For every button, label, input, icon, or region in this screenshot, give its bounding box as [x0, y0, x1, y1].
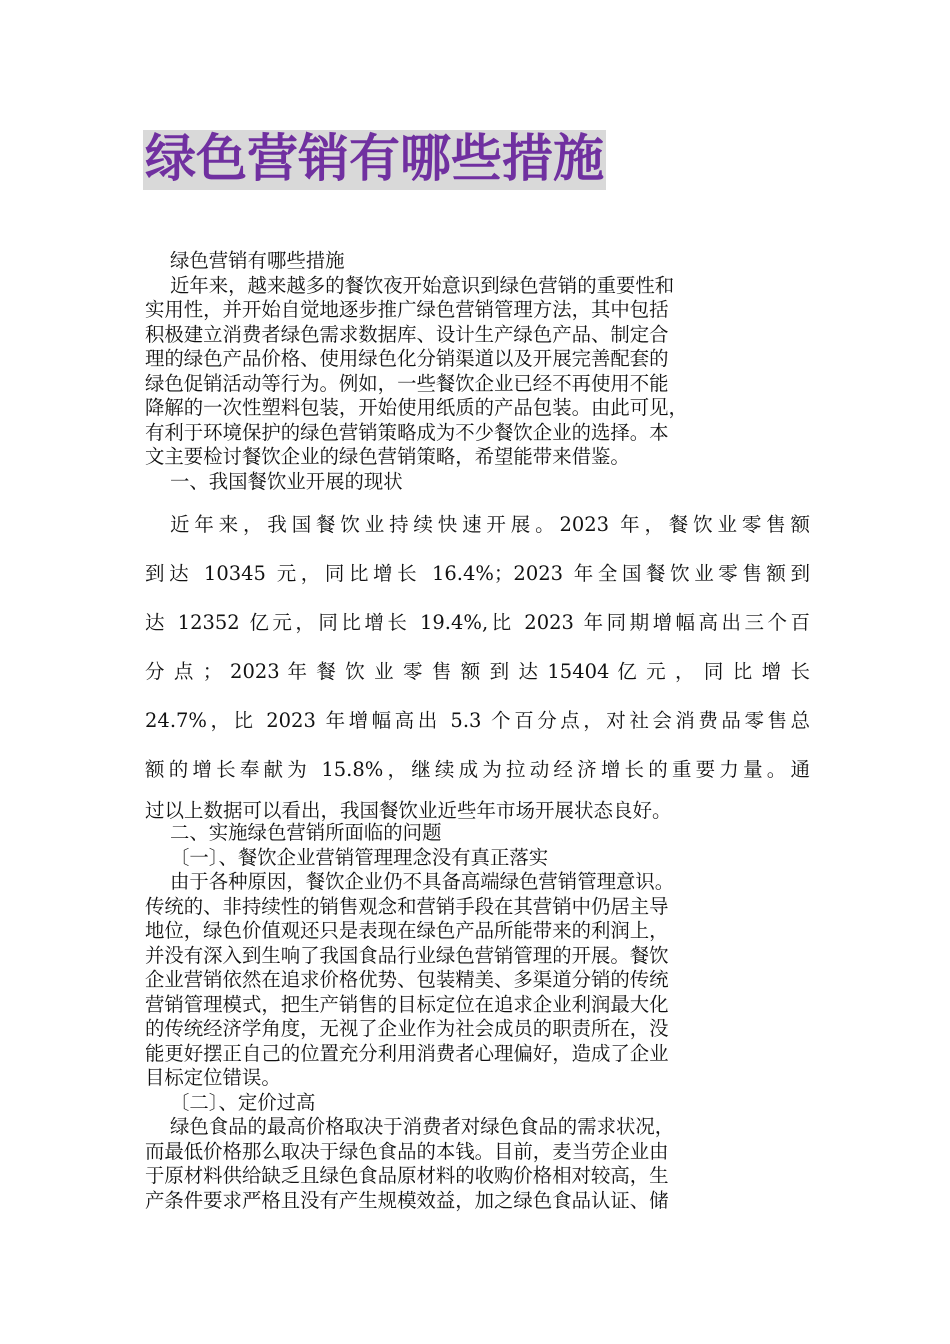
sub1-line: 目标定位错误。 [145, 1066, 281, 1089]
sub2-line: 产条件要求严格且没有产生规模效益，加之绿色食品认证、储 [145, 1188, 669, 1212]
intro-line: 积极建立消费者绿色需求数据库、设计生产绿色产品、制定合 [145, 322, 669, 346]
document-title: 绿色营销有哪些措施 [145, 130, 605, 189]
sub2-line: 于原材料供给缺乏且绿色食品原材料的收购价格相对较高，生 [145, 1164, 669, 1187]
section1-paragraph [145, 505, 810, 829]
intro-block [145, 249, 810, 494]
section1-line: 分 点 ； 2023 年 餐 饮 业 零 售 额 到 达 15404 亿 元 ， 同 比 增 长 [145, 660, 810, 683]
subsection-heading: 〔一〕、餐饮企业营销管理理念没有真正落实 [170, 845, 549, 869]
intro-line: 理的绿色产品价格、使用绿色化分销渠道以及开展完善配套的 [145, 347, 669, 370]
intro-line: 绿色促销活动等行为。例如，一些餐饮企业已经不再使用不能 [145, 371, 669, 395]
section1-line: 额的增长奉献为 15.8%，继续成为拉动经济增长的重要力量。通 [145, 758, 810, 781]
section1-line: 到达 10345 元，同比增长 16.4%；2023 年全国餐饮业零售额到 [145, 562, 810, 585]
intro-line: 有利于环境保护的绿色营销策略成为不少餐饮企业的选择。本 [145, 420, 669, 444]
sub1-line: 传统的、非持续性的销售观念和营销手段在其营销中仍居主导 [145, 894, 669, 918]
sub2-line: 绿色食品的最高价格取决于消费者对绿色食品的需求状况， [170, 1115, 675, 1138]
subsection-heading: 〔二〕、定价过高 [170, 1090, 316, 1114]
section1-line: 达 12352 亿元，同比增长 19.4%,比 2023 年同期增幅高出三个百 [145, 611, 810, 634]
sub1-line: 的传统经济学角度，无视了企业作为社会成员的职责所在，没 [145, 1017, 669, 1040]
section-heading: 二、实施绿色营销所面临的问题 [170, 821, 442, 844]
section1-line: 过以上数据可以看出，我国餐饮业近些年市场开展状态良好。 [145, 799, 672, 822]
sub1-line: 能更好摆正自己的位置充分利用消费者心理偏好，造成了企业 [145, 1041, 669, 1065]
section-heading: 一、我国餐饮业开展的现状 [170, 469, 403, 493]
intro-line: 文主要检讨餐饮企业的绿色营销策略，希望能带来借鉴。 [145, 445, 630, 468]
sub1-line: 并没有深入到生响了我国食品行业绿色营销管理的开展。餐饮 [145, 943, 669, 967]
intro-line: 实用性，并开始自觉地逐步推广绿色营销管理方法，其中包括 [145, 298, 669, 321]
section1-line: 24.7%，比 2023 年增幅高出 5.3 个百分点，对社会消费品零售总 [145, 709, 810, 732]
sub2-line: 而最低价格那么取决于绿色食品的本钱。目前，麦当劳企业由 [145, 1139, 669, 1163]
section1-line: 近年来，我国餐饮业持续快速开展。2023 年，餐饮业零售额 [170, 513, 810, 536]
sub1-line: 营销管理模式，把生产销售的目标定位在追求企业利润最大化 [145, 992, 669, 1016]
sub1-line: 企业营销依然在追求价格优势、包装精美、多渠道分销的传统 [145, 968, 669, 991]
intro-heading: 绿色营销有哪些措施 [170, 249, 345, 272]
sub1-line: 由于各种原因，餐饮企业仍不具备高端绿色营销管理意识。 [170, 870, 675, 893]
intro-line: 降解的一次性塑料包装，开始使用纸质的产品包装。由此可见， [145, 396, 688, 419]
sub1-line: 地位，绿色价值观还只是表现在绿色产品所能带来的利润上， [145, 919, 669, 942]
intro-line: 近年来，越来越多的餐饮夜开始意识到绿色营销的重要性和 [170, 273, 675, 297]
section2-block [145, 821, 810, 1213]
